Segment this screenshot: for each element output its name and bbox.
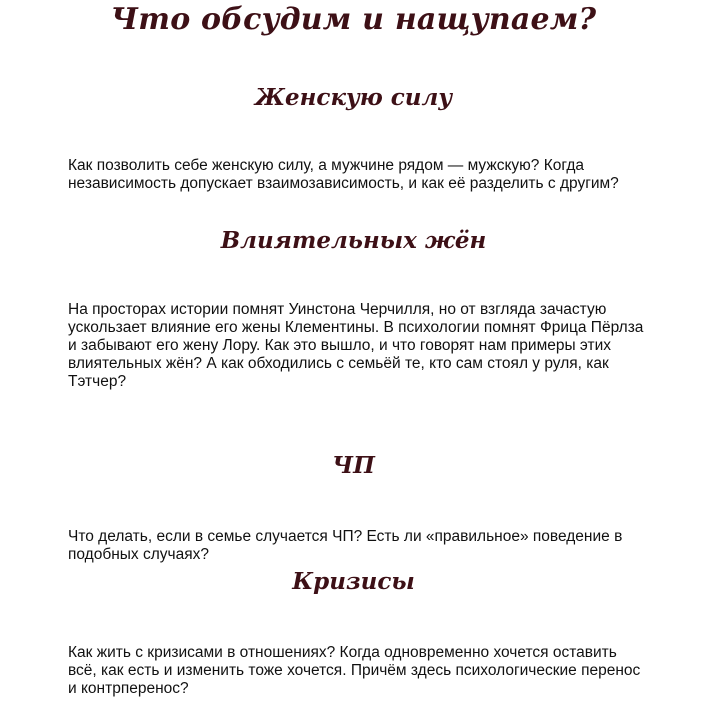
page-title: Что обсудим и нащупаем? bbox=[110, 2, 597, 37]
section-text-crises: Как жить с кризисами в отношениях? Когда одновременно хочется оставить всё, как есть и изменить тоже хочется. Причём здесь психологические перенос и контрперенос? bbox=[68, 644, 641, 697]
section-title-crises: Кризисы bbox=[292, 568, 415, 595]
section-text-emergency: Что делать, если в семье случается ЧП? Есть ли «правильное» поведение в подобных случаях? bbox=[68, 528, 623, 563]
section-title-emergency: ЧП bbox=[332, 452, 375, 479]
section-text-female-power: Как позволить себе женскую силу, а мужчине рядом — мужскую? Когда независимость допускает взаимозависимость, и как её разделить с другим? bbox=[68, 157, 619, 192]
section-title-influential-wives: Влиятельных жён bbox=[220, 227, 487, 254]
section-text-influential-wives: На просторах истории помнят Уинстона Черчилля, но от взгляда зачастую ускользает влияние его жены Клементины. В психологии помнят Фрица Пёрлза и забывают его жену Лору. Как это вышло, и что говорят нам примеры этих влиятельных жён? А как обходились с семьёй те, кто сам стоял у руля, как Тэтчер? bbox=[68, 301, 644, 390]
section-title-female-power: Женскую силу bbox=[254, 84, 453, 111]
